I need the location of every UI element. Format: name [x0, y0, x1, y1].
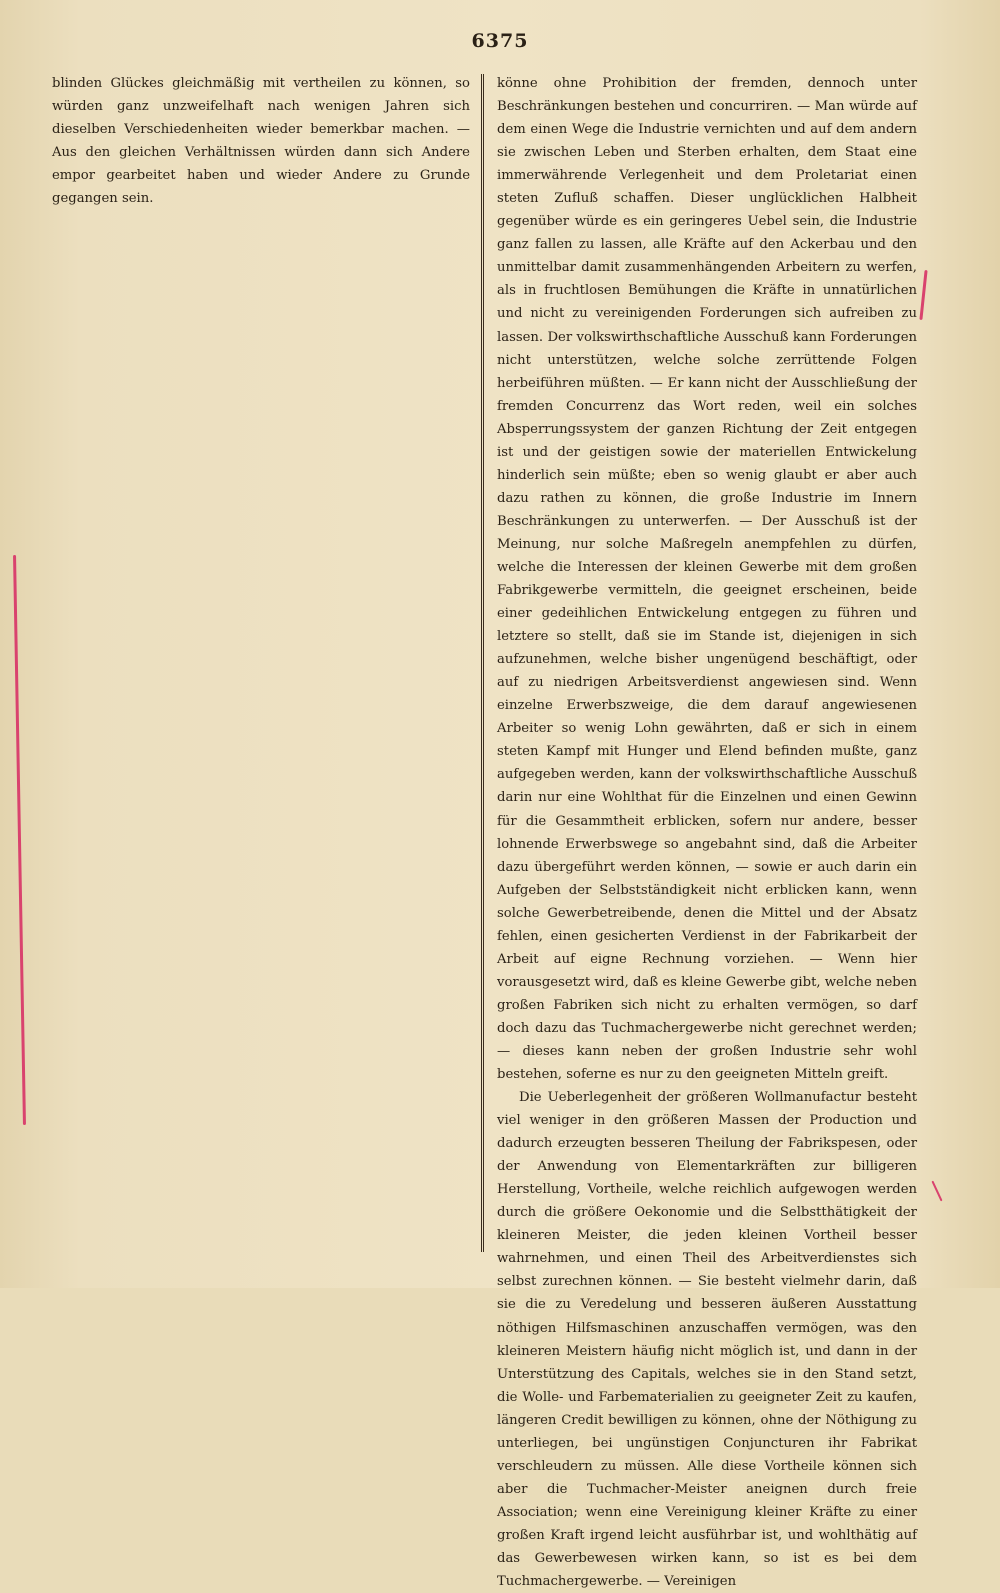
- margin-annotation-mark: [919, 270, 927, 320]
- left-paragraph-1: blinden Glückes gleichmäßig mit vertheilen zu können, so würden ganz unzweifelhaft nach wenigen Jahren sich dieselben Verschiedenheiten wieder bemerkbar machen. — Aus den gleichen Verhältnissen würden dann sich Andere empor gearbeitet haben und wieder Andere zu Grunde gegangen sein.: [52, 76, 470, 207]
- margin-annotation-tick: [931, 1181, 942, 1202]
- right-paragraph-2: Die Ueberlegenheit der größeren Wollmanufactur besteht viel weniger in den größeren Massen der Production und dadurch erzeugten besseren Theilung der Fabrikspesen, oder der Anwendung von Elementarkräften zur billigeren Herstellung, Vortheile, welche reichlich aufgewogen werden durch die größere Oekonomie und die Selbstthätigkeit der kleineren Meister, die jeden kleinen Vortheil besser wahrnehmen, und einen Theil des Arbeitverdienstes sich selbst zurechnen können. — Sie besteht vielmehr darin, daß sie die zu Veredelung und besseren äußeren Ausstattung nöthigen Hilfsmaschinen anzuschaffen vermögen, was den kleineren Meistern häufig nicht möglich ist, und dann in der Unterstützung des Capitals, welches sie in den Stand setzt, die Wolle- und Farbematerialien zu geeigneter Zeit zu kaufen, längeren Credit bewilligen zu können, ohne der Nöthigung zu unterliegen, bei ungünstigen Conjuncturen ihr Fabrikat verschleudern zu müssen. Alle diese Vortheile können sich aber die Tuchmacher-Meister aneignen durch freie Association; wenn eine Vereinigung kleiner Kräfte zu einer großen Kraft irgend leicht ausführbar ist, und wohlthätig auf das Gewerbewesen wirken kann, so ist es bei dem Tuchmachergewerbe. — Vereinigen: [497, 1090, 917, 1590]
- page-number: 6375: [471, 30, 529, 52]
- column-divider: [481, 74, 484, 1252]
- margin-annotation-line: [13, 555, 26, 1125]
- right-paragraph-1: könne ohne Prohibition der fremden, dennoch unter Beschränkungen bestehen und concurriren. — Man würde auf dem einen Wege die Industrie vernichten und auf dem andern sie zwischen Leben und Sterben erhalten, dem Staat eine immerwährende Verlegenheit und dem Proletariat einen steten Zufluß schaffen. Dieser unglücklichen Halbheit gegenüber würde es ein geringeres Uebel sein, die Industrie ganz fallen zu lassen, alle Kräfte auf den Ackerbau und den unmittelbar damit zusammenhängenden Arbeitern zu werfen, als in fruchtlosen Bemühungen die Kräfte in unnatürlichen und nicht zu vereinigenden Forderungen sich aufreiben zu lassen. Der volkswirthschaftliche Ausschuß kann Forderungen nicht unterstützen, welche solche zerrüttende Folgen herbeiführen müßten. — Er kann nicht der Ausschließung der fremden Concurrenz das Wort reden, weil ein solches Absperrungssystem der ganzen Richtung der Zeit entgegen ist und der geistigen sowie der materiellen Entwickelung hinderlich sein müßte; eben so wenig glaubt er aber auch dazu rathen zu können, die große Industrie im Innern Beschränkungen zu unterwerfen. — Der Ausschuß ist der Meinung, nur solche Maßregeln anempfehlen zu dürfen, welche die Interessen der kleinen Gewerbe mit dem großen Fabrikgewerbe vermitteln, die geeignet erscheinen, beide einer gedeihlichen Entwickelung entgegen zu führen und letztere so stellt, daß sie im Stande ist, diejenigen in sich aufzunehmen, welche bisher ungenügend beschäftigt, oder auf zu niedrigen Arbeitsverdienst angewiesen sind. Wenn einzelne Erwerbszweige, die dem darauf angewiesenen Arbeiter so wenig Lohn gewährten, daß er sich in einem steten Kampf mit Hunger und Elend befinden mußte, ganz aufgegeben werden, kann der volkswirthschaftliche Ausschuß darin nur eine Wohlthat für die Einzelnen und einen Gewinn für die Gesammtheit erblicken, sofern nur andere, besser lohnende Erwerbswege so angebahnt sind, daß die Arbeiter dazu übergeführt werden können, — sowie er auch darin ein Aufgeben der Selbstständigkeit nicht erblicken kann, wenn solche Gewerbetreibende, denen die Mittel und der Absatz fehlen, einen gesicherten Verdienst in der Fabrikarbeit der Arbeit auf eigne Rechnung vorziehen. — Wenn hier vorausgesetzt wird, daß es kleine Gewerbe gibt, welche neben großen Fabriken sich nicht zu erhalten vermögen, so darf doch dazu das Tuchmachergewerbe nicht gerechnet werden; — dieses kann neben der großen Industrie sehr wohl bestehen, soferne es nur zu den geeigneten Mitteln greift.: [497, 76, 917, 1083]
- left-column: [52, 72, 470, 1262]
- right-column: [497, 72, 917, 1590]
